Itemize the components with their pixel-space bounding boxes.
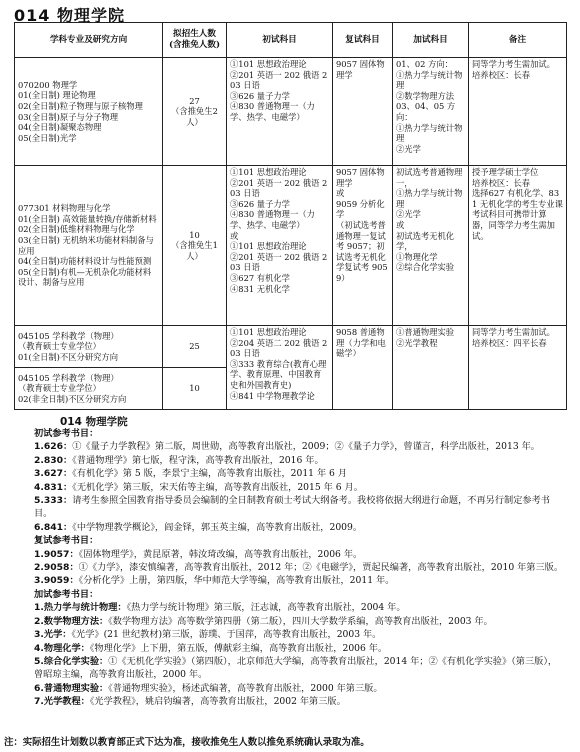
extra-cell: 01、02 方向： ①热力学与统计物理 ②数学物理方法 03、04、05 方向： ①热力学与统计物理 ②光学	[393, 58, 469, 166]
list-item	[14, 628, 566, 641]
list-item	[14, 467, 566, 480]
count-cell: 10 （含推免生1人）	[163, 166, 227, 326]
major-cell: 070200 物理学 01(全日制) 理论物理 02(全日制)粒子物理与原子核物理 03(全日制)原子与分子物理 04(全日制)凝聚态物理 05(全日制)光学	[15, 58, 163, 166]
list-item	[14, 655, 566, 682]
count-cell: 25	[163, 326, 227, 368]
retest-cell: 9057 固体物理学	[333, 58, 393, 166]
retest-cell: 9058 普通物理（力学和电磁学）	[333, 326, 393, 410]
item-code: 6.普通物理实验：	[34, 682, 109, 694]
item-code: 7.光学教程：	[34, 696, 90, 708]
list-item	[14, 574, 566, 587]
header-extra: 加试科目	[393, 23, 469, 58]
list-item	[14, 494, 566, 521]
item-code: 5.综合化学实验：	[34, 655, 109, 667]
list-item	[14, 682, 566, 695]
list-item	[14, 454, 566, 467]
extra-cell: 初试选考普通物理一， ①热力学与统计物理 ②光学 或 初试选考无机化学， ①物理化学 ②综合化学实验	[393, 166, 469, 326]
table-row	[15, 166, 567, 326]
header-note: 备注	[469, 23, 567, 58]
bibliography-title: 014 物理学院	[60, 416, 128, 428]
section-heading: 加试参考书目：	[34, 588, 99, 600]
header-retest: 复试科目	[333, 23, 393, 58]
item-text: 《物理化学》上下册，第五版，傅献彩主编，高等教育出版社，2006 年。	[89, 642, 388, 654]
note-cell: 授予理学硕士学位 培养校区：长春 选择627 有机化学、831 无机化学的考生专业课考试科目可携带计算器，同等学力考生需加试。	[469, 166, 567, 326]
list-item	[14, 642, 566, 655]
header-major: 学科专业及研究方向	[15, 23, 163, 58]
section-heading: 初试参考书目：	[34, 428, 99, 439]
footnote: 注：实际招生计划数以教育部正式下达为准，接收推免生人数以推免系统确认录取为准。	[4, 737, 370, 748]
item-code: 1.626：	[34, 441, 73, 453]
item-code: 2.9058：	[34, 562, 79, 574]
item-text: ①《无机化学实验》（第四版），北京师范大学编，高等教育出版社，2014 年；②《有机化学实验》（第三版），曾昭琼主编，高等教育出版社，2000 年。	[34, 655, 558, 681]
item-code: 1.9057：	[34, 548, 79, 560]
section-heading: 复试参考书目：	[34, 535, 99, 547]
item-text: 《普通物理实验》，杨述武编著，高等教育出版社，2000 年第三版。	[108, 682, 383, 694]
major-cell: 077301 材料物理与化学 01(全日制) 高效能量转换/存储新材料 02(全日制)低维材料物理与化学 03(全日制) 无机纳米功能材料制备与应用 04(全日制)功能材料设计与性能预测 05(全日制)有机—无机杂化功能材料设计、制备与应用	[15, 166, 163, 326]
exam-cell: ①101 思想政治理论 ②204 英语二 202 俄语 203 日语 ③333 教育综合(教育心理学、教育原理、中国教育史和外国教育史) ④841 中学物理教学论	[227, 326, 333, 410]
item-text: ①《量子力学教程》第二版，周世勋，高等教育出版社，2009；②《量子力学》，曾谨言，科学出版社，2013 年。	[72, 441, 540, 453]
header-count: 拟招生人数 (含推免人数)	[163, 23, 227, 58]
item-code: 2.数学物理方法：	[34, 615, 109, 627]
bibliography	[14, 427, 566, 709]
table-row	[15, 326, 567, 368]
list-item	[14, 521, 566, 534]
item-text: 《固体物理学》，黄昆原著，韩汝琦改编，高等教育出版社，2006 年。	[78, 548, 363, 560]
item-code: 1.热力学与统计物理：	[34, 602, 127, 614]
note-cell: 同等学力考生需加试。 培养校区：四平长春	[469, 326, 567, 410]
list-item	[14, 440, 566, 453]
extra-cell: ①普通物理实验 ②光学教程	[393, 326, 469, 410]
major-cell: 045105 学科教学（物理） （教育硕士专业学位） 02(非全日制)不区分研究方向	[15, 368, 163, 410]
item-code: 5.333：	[34, 495, 73, 507]
item-text: 《普通物理学》第七版，程守洙，高等教育出版社，2016 年。	[72, 454, 324, 466]
retest-cell: 9057 固体物理学 或 9059 分析化学 （初试选考普通物理一复试考 9057；初试选考无机化学复试考 9059）	[333, 166, 393, 326]
item-text: 《中学物理教学概论》，阎金铎，郭玉英主编，高等教育出版社，2009。	[72, 521, 363, 533]
list-item	[14, 615, 566, 628]
note-cell: 同等学力考生需加试。 培养校区：长春	[469, 58, 567, 166]
item-code: 6.841：	[34, 521, 73, 533]
enrollment-table	[14, 22, 567, 410]
page-title: 014 物理学院	[14, 6, 125, 25]
item-code: 3.9059：	[34, 575, 79, 587]
list-item	[14, 548, 566, 561]
item-code: 3.光学：	[34, 629, 72, 641]
exam-cell: ①101 思想政治理论 ②201 英语一 202 俄语 203 日语 ③626 量子力学 ④830 普通物理一（力学、热学、电磁学）	[227, 58, 333, 166]
item-text: 请考生参照全国教育指导委员会编制的全日制教育硕士考试大纲备考。我校将依据大纲进行命题，不再另行制定参考书目。	[34, 495, 550, 520]
item-text: 《有机化学》第 5 版，李景宁主编，高等教育出版社，2011 年 6 月	[72, 468, 348, 480]
item-text: 《热力学与统计物理》第三版，汪志诚，高等教育出版社，2004 年。	[126, 602, 406, 614]
count-cell: 10	[163, 368, 227, 410]
header-exam: 初试科目	[227, 23, 333, 58]
table-header-row	[15, 23, 567, 58]
item-text: 《无机化学》第三版，宋天佑等主编，高等教育出版社，2015 年 6 月。	[72, 481, 363, 493]
item-text: 《数学物理方法》高等数学第四册（第二版），四川大学数学系编，高等教育出版社，2003 年。	[108, 615, 493, 627]
count-cell: 27 （含推免生2人）	[163, 58, 227, 166]
item-text: 《光学》(21 世纪教材)第三版，游璞、于国萍，高等教育出版社，2003 年。	[71, 629, 382, 641]
list-item	[14, 695, 566, 708]
item-code: 4.物理化学：	[34, 642, 90, 654]
list-item	[14, 601, 566, 614]
exam-cell: ①101 思想政治理论 ②201 英语一 202 俄语 203 日语 ③626 量子力学 ④830 普通物理一（力学、热学、电磁学） 或 ①101 思想政治理论 ②201 英语一 202 俄语 203 日语 ③627 有机化学 ④831 无机化学	[227, 166, 333, 326]
item-text: ①《力学》，漆安慎编著，高等教育出版社，2012 年；②《电磁学》，贾起民编著，高等教育出版社，2010 年第三版。	[78, 562, 564, 574]
list-item	[14, 561, 566, 574]
table-row	[15, 58, 567, 166]
item-code: 2.830：	[34, 454, 73, 466]
item-code: 3.627：	[34, 468, 73, 480]
list-item	[14, 481, 566, 494]
item-text: 《光学教程》，姚启钧编著，高等教育出版社，2002 年第三版。	[89, 696, 346, 708]
item-text: 《分析化学》上册，第四版，华中师范大学等编，高等教育出版社，2011 年。	[78, 575, 395, 587]
major-cell: 045105 学科教学（物理） （教育硕士专业学位） 01(全日制)不区分研究方向	[15, 326, 163, 368]
item-code: 4.831：	[34, 481, 73, 493]
